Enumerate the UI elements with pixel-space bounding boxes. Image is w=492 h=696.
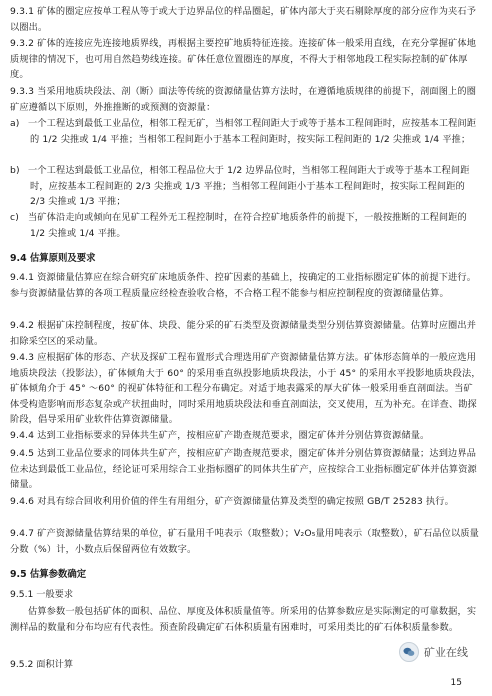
paragraph-9-3-3: 9.3.3 当采用地质块段法、剖（断）面法等传统的资源储量估算方法时，在遵循地质规律的前提下，剖面图上的圈矿应遵循以下原则，外推推断的或预测的资源量： bbox=[10, 86, 477, 113]
paragraph-9-4-3: 9.4.3 应根据矿体的形态、产状及探矿工程布置形式合理选用矿产资源储量估算方法。矿体形态简单的一般应选用地质块段法（投影法），矿体倾角大于 60° 的采用垂直纵投影地质块段法，小于 45° 的采用水平投影地质块段法，矿体倾角介于 45° ～60° 的视矿体特征和工程分布确定。对适于地表露采的厚大矿体一般采用垂直剖面法。当矿体受构造影响而形态复杂或产状扭曲时，同时采用地质块段法和垂直剖面法，交叉使用，互为补充。在详查、勘探阶段，倡导采用矿业软件估算资源储量。 bbox=[10, 352, 481, 426]
list-item-a bbox=[10, 116, 482, 147]
list-text-a: 一个工程达到最低工业品位，相邻工程无矿，当相邻工程间距大于或等于基本工程间距时，应按基本工程间距的 1/2 尖推或 1/4 平推；当相邻工程间距小于基本工程间距时，按实际工程间距的 1/2 尖推或 1/4 平推； bbox=[28, 118, 477, 145]
wechat-icon bbox=[399, 642, 419, 662]
paragraph-9-3-2: 9.3.2 矿体的连接应先连接地质界线，再根据主要控矿地质特征连接。连接矿体一般采用直线，在充分掌握矿体地质规律的情况下，也可用自然趋势线连接。矿体任意位置圈连的厚度，不得大于相邻地段工程实际控制的矿体厚度。 bbox=[10, 38, 477, 81]
paragraph-9-4-1: 9.4.1 资源储量估算应在综合研究矿床地质条件、控矿因素的基础上，按确定的工业指标圈定矿体的前提下进行。参与资源储量估算的各项工程质量应经检查验收合格，不合格工程不能参与相应控制程度的资源储量估算。 bbox=[10, 272, 477, 299]
section-heading-9-5: 9.5 估算参数确定 bbox=[10, 569, 87, 580]
list-item-b bbox=[10, 163, 482, 210]
page-number: 15 bbox=[450, 678, 462, 688]
list-label-a: a) bbox=[10, 118, 20, 129]
subsection-heading-9-5-1: 9.5.1 一般要求 bbox=[10, 589, 74, 600]
watermark bbox=[399, 642, 468, 662]
paragraph-9-4-7: 9.4.7 矿产资源储量估算结果的单位，矿石量用千吨表示（取整数）；V₂O₅量用吨表示（取整数），矿石品位以质量分数（%）计，小数点后保留两位有效数字。 bbox=[10, 528, 480, 555]
paragraph-9-3-1: 9.3.1 矿体的圈定应按单工程从等于或大于边界品位的样品圈起，矿体内部大于夹石剔除厚度的部分应作为夹石予以圈出。 bbox=[10, 6, 477, 33]
section-heading-9-4: 9.4 估算原则及要求 bbox=[10, 253, 96, 264]
list-text-b: 一个工程达到最低工业品位，相邻工程品位大于 1/2 边界品位时，当相邻工程间距大于或等于基本工程间距时，应按基本工程间距的 2/3 尖推或 1/3 平推；当相邻工程间距小于基本工程间距时，按实际工程间距的 2/3 尖推或 1/3 平推； bbox=[28, 165, 470, 208]
paragraph-9-4-6: 9.4.6 对具有综合回收利用价值的伴生有用组分，矿产资源储量估算及类型的确定按照 GB/T 25283 执行。 bbox=[10, 496, 454, 507]
list-text-c: 当矿体沿走向或倾向在见矿工程外无工程控制时，在符合控矿地质条件的前提下，一般按推断的工程间距的 1/2 尖推或 1/4 平推。 bbox=[28, 212, 467, 239]
subsection-heading-9-5-2: 9.5.2 面积计算 bbox=[10, 659, 74, 670]
list-label-b: b) bbox=[10, 165, 20, 176]
watermark-text: 矿业在线 bbox=[424, 646, 468, 659]
paragraph-9-5-1: 估算参数一般包括矿体的面积、品位、厚度及体积质量值等。所采用的估算参数应是实际测定的可靠数据，实测样品的数量和分布均应有代表性。预查阶段确定矿石体积质量有困难时，可采用类比的矿石体积质量参数。 bbox=[10, 606, 477, 633]
list-item-c bbox=[10, 210, 482, 241]
list-label-c: c) bbox=[10, 212, 19, 223]
paragraph-9-4-4: 9.4.4 达到工业指标要求的异体共生矿产，按相应矿产勘查规范要求，圈定矿体并分别估算资源储量。 bbox=[10, 430, 430, 441]
paragraph-9-4-2: 9.4.2 根据矿床控制程度，按矿体、块段、能分采的矿石类型及资源储量类型分别估算资源储量。估算时应圈出并扣除采空区的采动量。 bbox=[10, 320, 477, 347]
paragraph-9-4-5: 9.4.5 达到工业品位要求的同体共生矿产，按相应矿产勘查规范要求，圈定矿体并分别估算资源储量；达到边界品位未达到最低工业品位，经论证可采用综合工业指标圈矿的同体共生矿产，应按综合工业指标圈定矿体并估算资源储量。 bbox=[10, 448, 477, 491]
